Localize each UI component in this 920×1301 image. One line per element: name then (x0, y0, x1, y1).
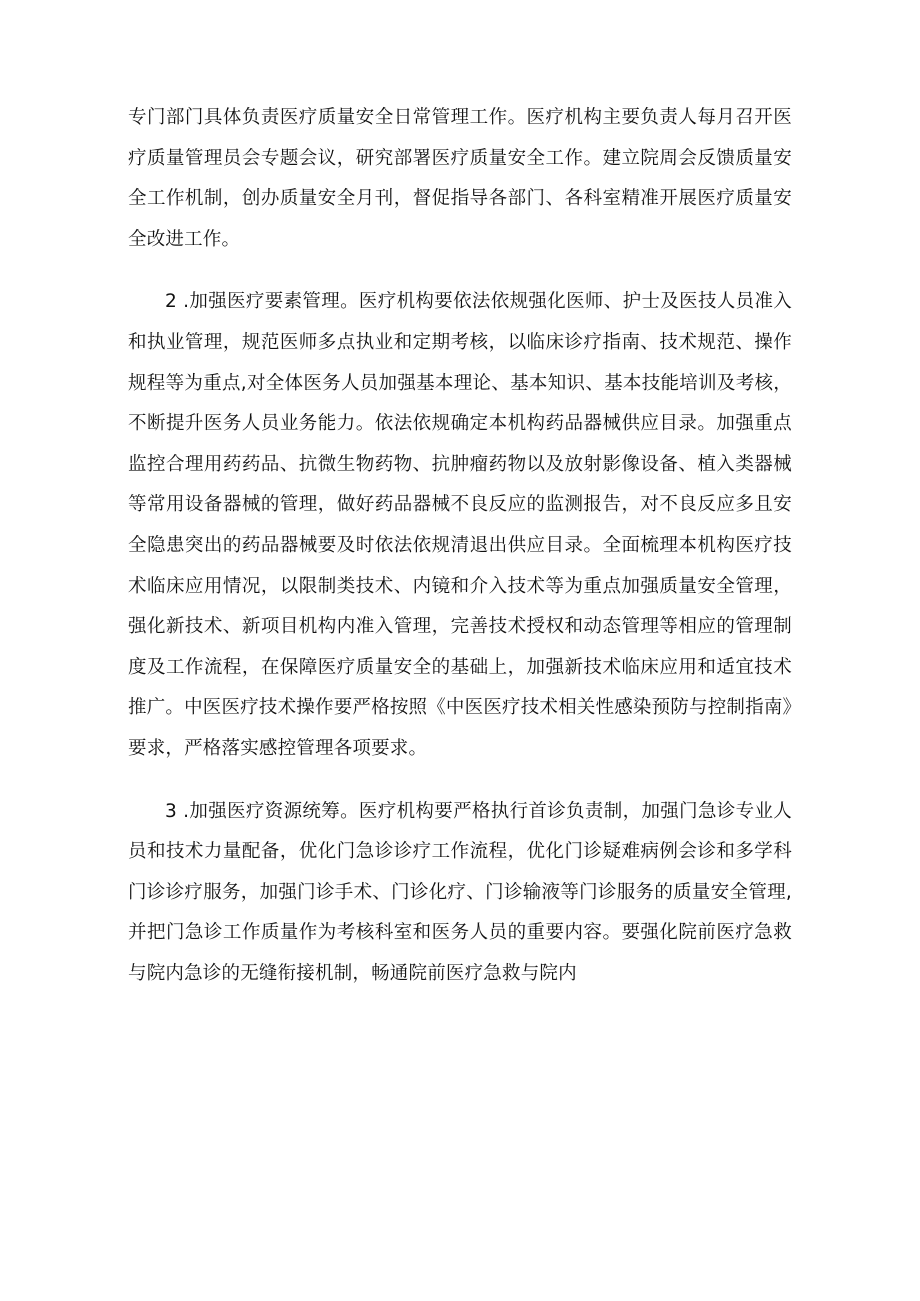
paragraph-continued: 专门部门具体负责医疗质量安全日常管理工作。医疗机构主要负责人每月召开医疗质量管理员会专题会议，研究部署医疗质量安全工作。建立院周会反馈质量安全工作机制，创办质量安全月刊，督促指导各部门、各科室精准开展医疗质量安全改进工作。 (128, 107, 792, 250)
paragraph-item-3-strengthen-medical-resources: 3 .加强医疗资源统筹。医疗机构要严格执行首诊负责制，加强门急诊专业人员和技术力量配备，优化门急诊诊疗工作流程，优化门诊疑难病例会诊和多学科门诊诊疗服务，加强门诊手术、门诊化疗、门诊输液等门诊服务的质量安全管理,并把门急诊工作质量作为考核科室和医务人员的重要内容。要强化院前医疗急救与院内急诊的无缝衔接机制，畅通院前医疗急救与院内 (128, 800, 792, 984)
paragraph-item-2-strengthen-medical-elements: 2 .加强医疗要素管理。医疗机构要依法依规强化医师、护士及医技人员准入和执业管理，规范医师多点执业和定期考核，以临床诊疗指南、技术规范、操作规程等为重点,对全体医务人员加强基本理论、基本知识、基本技能培训及考核，不断提升医务人员业务能力。依法依规确定本机构药品器械供应目录。加强重点监控合理用药药品、抗微生物药物、抗肿瘤药物以及放射影像设备、植入类器械等常用设备器械的管理，做好药品器械不良反应的监测报告，对不良反应多且安全隐患突出的药品器械要及时依法依规清退出供应目录。全面梳理本机构医疗技术临床应用情况，以限制类技术、内镜和介入技术等为重点加强质量安全管理，强化新技术、新项目机构内准入管理，完善技术授权和动态管理等相应的管理制度及工作流程，在保障医疗质量安全的基础上，加强新技术临床应用和适宜技术推广。中医医疗技术操作要严格按照《中医医疗技术相关性感染预防与控制指南》要求，严格落实感控管理各项要求。 (128, 291, 792, 759)
